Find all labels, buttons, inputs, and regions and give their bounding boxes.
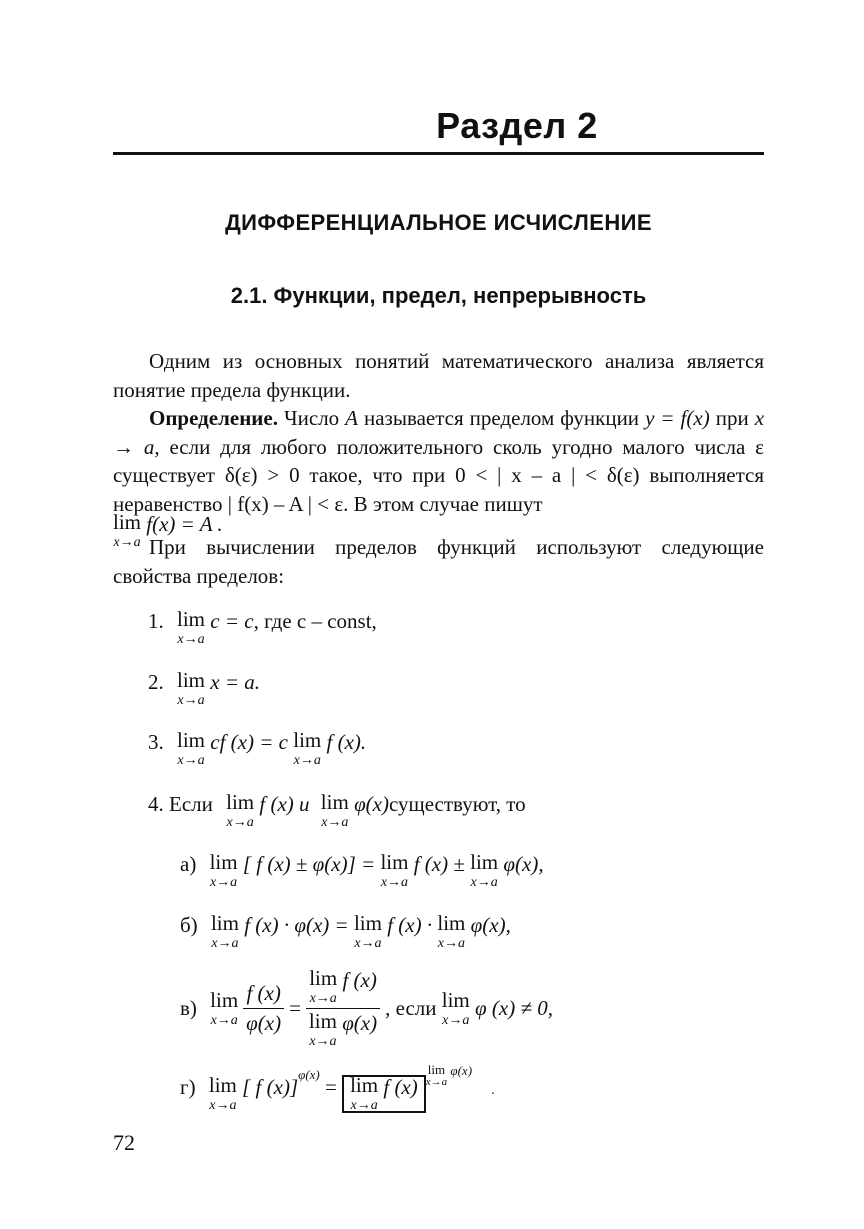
lim-sub: x→a (293, 753, 321, 768)
definition-func: y = f(x) (645, 406, 710, 430)
property-4 (148, 792, 526, 830)
item-letter: б) (180, 913, 198, 937)
lim-word: lim (437, 911, 466, 935)
expression: x = a. (210, 670, 261, 694)
item-text: существуют, то (389, 792, 526, 816)
page-number: 72 (113, 1130, 135, 1155)
lim-word: lim (353, 911, 382, 935)
lim-word: lim (210, 987, 239, 1012)
expression: c = c (210, 609, 254, 633)
item-number: 3. (148, 730, 164, 754)
lim-sub: x→a (209, 875, 238, 890)
lim-word: lim (177, 607, 206, 631)
definition-text: называется пределом функции (364, 406, 640, 430)
equals: = (325, 1075, 337, 1099)
lim-word: lim (210, 911, 239, 935)
lim-sub: x→a (177, 632, 205, 647)
item-letter: г) (180, 1075, 196, 1099)
property-4c (180, 968, 553, 1049)
item-letter: а) (180, 852, 197, 876)
exponent: φ(x) (450, 1063, 473, 1078)
limit-expression: f(x) = A . (146, 512, 223, 536)
fraction-of-limits (306, 968, 380, 1049)
definition-paragraph (113, 404, 764, 518)
lim-word: lim (309, 966, 338, 990)
lim-sub: x→a (309, 1034, 337, 1049)
lim-sub: x→a (380, 875, 409, 890)
expression: f (x) ± (413, 852, 465, 876)
expression: f (x) · φ(x) = (244, 913, 349, 937)
lim-word: lim (208, 1073, 237, 1097)
chapter-rule (113, 152, 764, 155)
fraction (243, 981, 283, 1036)
lim-word: lim (320, 790, 349, 814)
lim-sub: x→a (226, 815, 254, 830)
lim-word: lim (308, 1009, 337, 1033)
expression: φ(x) (354, 792, 389, 816)
lim-sub: x→a (470, 875, 498, 890)
expression: cf (x) = c (210, 730, 288, 754)
item-text: 4. Если (148, 792, 213, 816)
lim-sub: x→a (177, 693, 205, 708)
expression: f (x). (326, 730, 367, 754)
lim-sub: x→a (350, 1098, 378, 1113)
lim-sub: x→a (211, 936, 239, 951)
lim-word: lim (113, 510, 142, 534)
expression: [ f (x) ± φ(x)] = (242, 852, 376, 876)
expression: φ(x), (503, 852, 544, 876)
lim-word: lim (427, 1062, 446, 1077)
expression: φ(x), (470, 913, 511, 937)
exponent: φ(x) (298, 1067, 320, 1082)
item-number: 1. (148, 609, 164, 633)
definition-text: при (715, 406, 749, 430)
expression: φ (x) ≠ 0, (475, 995, 553, 1020)
lim-sub: x→a (210, 1012, 238, 1028)
property-2 (148, 670, 260, 708)
property-4d (180, 1062, 495, 1113)
property-4a (180, 852, 544, 890)
lim-sub: x→a (442, 1012, 470, 1028)
lim-word: lim (380, 850, 409, 874)
lim-word: lim (350, 1073, 379, 1097)
lim-word: lim (177, 728, 206, 752)
lim-sub: x→a (113, 535, 141, 550)
equals: = (289, 995, 301, 1020)
expression: f (x) и (259, 792, 310, 816)
numerator: f (x) (243, 981, 283, 1009)
lim-sub: x→a (209, 1098, 237, 1113)
lim-word: lim (226, 790, 255, 814)
definition-label: Определение. (149, 406, 278, 430)
property-3 (148, 730, 366, 768)
section-title: ДИФФЕРЕНЦИАЛЬНОЕ ИСЧИСЛЕНИЕ (225, 210, 652, 235)
definition-text: , если для любого положительного сколь угодно малого числа ε существует δ(ε) > 0 такое, что при 0 < | x – a | < δ(ε) выполняется неравенство | f(x) – A | < ε. В этом случае пишут (113, 434, 764, 516)
item-number: 2. (148, 670, 164, 694)
lim-sub: x→a (437, 936, 465, 951)
lim-word: lim (441, 987, 470, 1012)
lim-sub: x→a (321, 815, 349, 830)
bracket-exponent (426, 1063, 472, 1088)
denominator: φ(x) (246, 1011, 282, 1035)
item-text: , где c – const, (253, 609, 377, 633)
expression: f (x) (383, 1075, 418, 1099)
definition-cond: x → a (113, 406, 765, 459)
lim-sub: x→a (309, 991, 337, 1006)
item-letter: в) (180, 995, 197, 1020)
numerator: f (x) (342, 968, 377, 992)
lim-sub: x→a (354, 936, 382, 951)
subsection-title: 2.1. Функции, предел, непрерывность (230, 283, 647, 308)
square-bracket (342, 1075, 426, 1113)
lim-word: lim (293, 728, 322, 752)
lim-word: lim (177, 668, 206, 692)
properties-intro: При вычислении пределов функций используют следующие свойства пределов: (113, 535, 764, 588)
lim-word: lim (209, 850, 238, 874)
property-1 (148, 609, 377, 647)
denominator: φ(x) (342, 1011, 378, 1035)
lim-sub: x→a (425, 1076, 448, 1088)
chapter-title: Раздел 2 (436, 105, 598, 146)
lim-sub: x→a (177, 753, 205, 768)
definition-var: A (345, 406, 358, 430)
expression: [ f (x)] (242, 1075, 299, 1099)
intro-paragraph: Одним из основных понятий математического анализа является понятие предела функции. (113, 349, 764, 402)
expression: f (x) · (387, 913, 433, 937)
definition-text: Число (283, 406, 340, 430)
lim-word: lim (470, 850, 499, 874)
period: . (491, 1083, 495, 1098)
property-4b (180, 913, 511, 951)
item-text: , если (385, 995, 437, 1020)
